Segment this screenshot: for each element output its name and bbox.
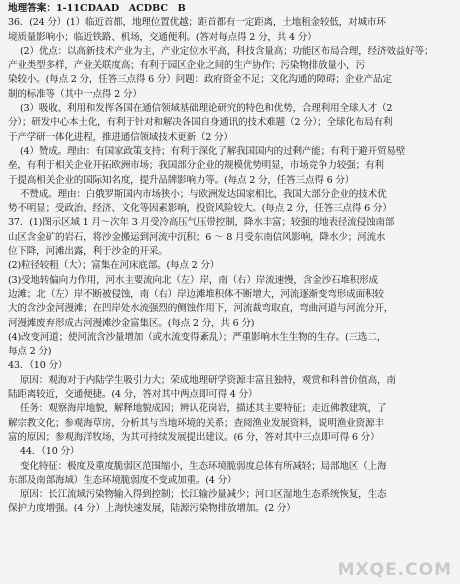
text-line: 陆距离较近，交通便捷。(4 分，答对其中两点即可得 4 分） xyxy=(8,389,258,401)
text-line: 染较小。(每点 2 分，任答三点得 6 分）问题：政府资金不足；文化沟通的障碍；企业产品定 xyxy=(8,74,392,86)
text-line: 边滩；北（左）岸不断被侵蚀，南（右）岸边滩堆积体不断增大，河流逐渐变弯形成面积较 xyxy=(8,288,384,300)
text-line: 制的标准等（其中一点得 2 分） xyxy=(8,88,142,100)
text-line: 境质量影响小；临近铁路、机场，交通便利。(答对每点得 2 分，共 4 分） xyxy=(8,31,317,43)
section-heading-43: 43．（10 分） xyxy=(8,360,68,372)
text-line: 原因：长江流域污染物输入得到控制；长江输沙量减少；河口区湿地生态系统恢复，生态 xyxy=(20,489,387,501)
text-line: 37．(1)图示区域 1 月～次年 3 月受冷高压气压带控制，降水丰富；较强的地表径流侵蚀南部 xyxy=(8,217,395,229)
text-line: 保护力度增强。(4 分）上海快速发展，陆源污染物排放增加。(2 分） xyxy=(8,503,296,515)
text-line: (4）赞成。理由：有国家政策支持；有利于深化了解我国国内的过剩产能；有利于避开贸易壁 xyxy=(20,145,406,157)
text-line: 于提高相关企业的国际知名度，提升品牌影响力等。(每点 2 分，任答三点得 6 分） xyxy=(8,174,355,186)
text-line: 解宗教文化；参观海草房，分析其与当地环境的关系；查阅渔业发展资料，说明渔业资源丰 xyxy=(8,417,384,429)
text-line: 富的原因；参观海洋牧场，为其可持续发展提出建议。(6 分，答对其中三点即可得 6 分） xyxy=(8,431,380,443)
text-line: 任务：观察海岸地貌，解释地貌成因；辨认花岗岩，描述其主要特征；走近佛教建筑，了 xyxy=(20,403,387,415)
text-line: 山区含金矿的岩石，将沙金搬运到河流中沉积；6 ～ 8 月受东南信风影响，降水少；河流水 xyxy=(8,231,386,243)
answer-header: 地理答案：1-11CDAAD ACDBC B xyxy=(8,3,186,14)
text-line: 分）；研发中心本土化，有利于针对和解决各国自身通讯的技术难题（2 分）；全球化布局有利 xyxy=(8,117,393,129)
text-line: 原因：观海对于内陆学生吸引力大；荣成地理研学资源丰富且独特，观赏和科普价值高，南 xyxy=(20,374,396,386)
text-line: (3)受地转偏向力作用，河水主要流向北（左）岸，南（右）岸流速慢，含金沙石堆积形成 xyxy=(8,274,378,286)
text-line: (2)粒径较粗（大）；富集在河床底部。(每点 2 分） xyxy=(8,260,220,272)
site-watermark: MXQE.COM xyxy=(337,560,452,580)
text-line: 于产学研一体化进程，推进通信领域技术更新（2 分） xyxy=(8,131,233,143)
text-line: 东部及南部海域）生态环境脆弱度不变或加重。(4 分） xyxy=(8,474,237,486)
text-line: 变化特征：极度及重度脆弱区范围缩小，生态环境脆弱度总体有所减轻；局部地区（上海 xyxy=(20,460,387,472)
text-line: 势不明显；受政治、经济、文化等因素影响，投资风险较大。(每点 2 分，任答三点得 6 分） xyxy=(8,203,392,215)
text-line: 大的含沙金河漫滩；在凹岸处水流强烈的侧蚀作用下，河流裁弯取直，弯曲河道与河流分开， xyxy=(8,303,394,315)
text-line: (4)改变河道；使河流含沙量增加（或水流变得紊乱）；严重影响水生生物的生存。(三选二， xyxy=(8,331,387,343)
text-line: 河漫滩废弃形成古河漫滩沙金富集区。(每点 2 分，共 6 分) xyxy=(8,317,255,329)
text-line: (2）优点：以高新技术产业为主，产业定位水平高，科技含量高；功能区布局合理，经济效益好等； xyxy=(20,45,434,57)
text-line: 产业类型多样，产业关联度高；有利于园区企业之间的生产协作；污染物排放量小，污 xyxy=(8,60,365,72)
text-line: 位下降，河滩出露，利于沙金的开采。 xyxy=(8,246,168,258)
section-heading-44: 44．（10 分） xyxy=(20,446,80,458)
text-line: 每点 2 分) xyxy=(8,346,52,358)
text-line: 垒，有利于相关企业开拓欧洲市场；我国部分企业的规模优势明显，市场竞争力较强；有利 xyxy=(8,160,384,172)
text-line: (3）吸收、利用和发挥各国在通信领域基础理论研究的特色和优势，合理利用全球人才（2 xyxy=(20,103,393,115)
text-line: 36．(24 分）(1）临近首都，地理位置优越；距首都有一定距离，土地租金较低，对城市环 xyxy=(8,17,386,29)
text-line: 不赞成。理由：白俄罗斯国内市场狭小；与欧洲发达国家相比，我国大部分企业的技术优 xyxy=(20,188,387,200)
